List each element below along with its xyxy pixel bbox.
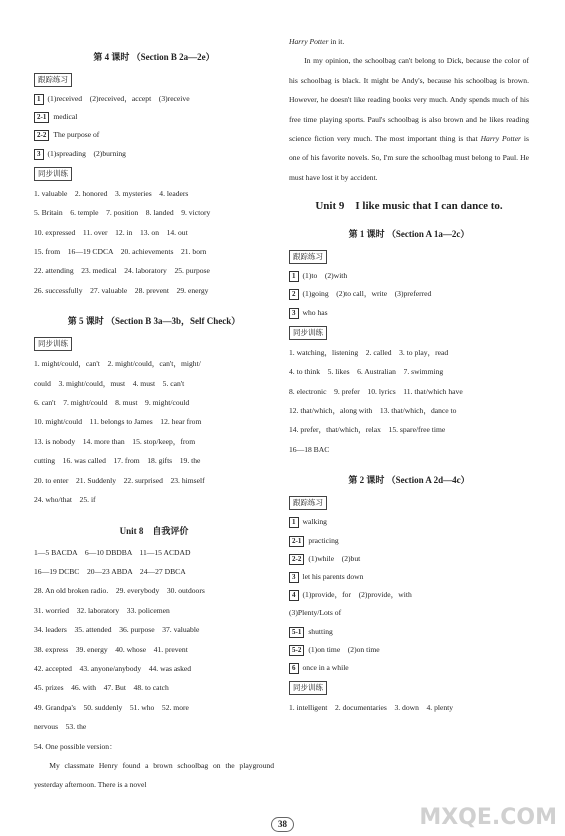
answer-line: 16—19 DCBC 20—23 ABDA 24—27 DBCA <box>34 566 186 576</box>
answer-line: 6. can't 7. might/could 8. must 9. might/could <box>34 398 190 408</box>
unit-9-lesson-1-training-list <box>289 343 529 459</box>
answer-line: 10. might/could 11. belongs to James 12. hear from <box>34 417 202 427</box>
answer-line: could 3. might/could，must 4. must 5. can't <box>34 378 185 388</box>
answer-line: 8. electronic 9. prefer 10. lyrics 11. that/which have <box>289 386 463 396</box>
answer-line: 2-1 practicing <box>289 532 529 550</box>
answer-line: 1—5 BACDA 6—10 DBDBA 11—15 ACDAD <box>34 547 191 557</box>
tracking-practice-tag: 跟踪练习 <box>289 496 327 510</box>
answer-line: 16—18 BAC <box>289 444 330 454</box>
answer-line: 2 (1)going (2)to call，write (3)preferred <box>289 285 529 303</box>
answer-line: 12. that/which，along with 13. that/which，dance to <box>289 406 457 416</box>
answer-line: (3)Plenty/Lots of <box>289 608 342 618</box>
unit-9-lesson-2-title: 第 2 课时 （Section A 2d—4c） <box>348 475 470 486</box>
answer-line: nervous 53. the <box>34 722 87 732</box>
answer-line: 28. An old broken radio. 29. everybody 30. outdoors <box>34 586 205 596</box>
answer-line: 3 who has <box>289 304 529 322</box>
answer-line: 5-1 shutting <box>289 623 529 641</box>
answer-line: 1. intelligent 2. documentaries 3. down 4. plenty <box>289 703 454 713</box>
sync-training-tag: 同步训练 <box>289 681 327 695</box>
answer-line: 22. attending 23. medical 24. laboratory 25. purpose <box>34 266 210 276</box>
answer-line: 54. One possible version： <box>34 741 117 751</box>
answer-line: 34. leaders 35. attended 36. purpose 37. valuable <box>34 625 200 635</box>
answer-line: 26. successfully 27. valuable 28. prevent 29. energy <box>34 285 209 295</box>
answer-line: 20. to enter 21. Suddenly 22. surprised 23. himself <box>34 475 205 485</box>
lesson-5-title: 第 5 课时 （Section B 3a—3b，Self Check） <box>67 316 241 327</box>
watermark: MXQE.COM <box>419 805 557 830</box>
lesson-4-training-list <box>34 184 274 300</box>
answer-line: 14. prefer，that/which，relax 15. spare/free time <box>289 425 446 435</box>
unit-9-lesson-2-training-list <box>289 698 529 717</box>
answer-line: 2-2 (1)while (2)but <box>289 550 529 568</box>
sync-training-tag: 同步训练 <box>289 326 327 340</box>
tracking-practice-tag: 跟踪练习 <box>34 73 72 87</box>
answer-line: 3 (1)spreading (2)burning <box>34 145 274 163</box>
answer-line: 2-2 The purpose of <box>34 126 274 144</box>
answer-line: 13. is nobody 14. more than 15. stop/keep，from <box>34 436 196 446</box>
answer-line: 4. to think 5. likes 6. Australian 7. swimming <box>289 367 444 377</box>
answer-line: 5-2 (1)on time (2)on time <box>289 641 529 659</box>
unit-9-title: Unit 9 I like music that I can dance to. <box>315 200 503 213</box>
answer-line: 42. accepted 43. anyone/anybody 44. was asked <box>34 663 192 673</box>
answer-line: 4 (1)provide，for (2)provide，with <box>289 586 529 604</box>
lesson-5-training-list <box>34 354 274 509</box>
page-number: 38 <box>0 814 565 832</box>
tracking-practice-tag: 跟踪练习 <box>289 250 327 264</box>
answer-line: 15. from 16—19 CDCA 20. achievements 21. born <box>34 247 207 257</box>
answer-line: 10. expressed 11. over 12. in 13. on 14. out <box>34 227 188 237</box>
right-column <box>289 32 529 718</box>
answer-line: 45. prizes 46. with 47. But 48. to catch <box>34 683 169 693</box>
answer-line: 5. Britain 6. temple 7. position 8. landed 9. victory <box>34 208 211 218</box>
answer-line: 38. express 39. energy 40. whose 41. prevent <box>34 644 188 654</box>
answer-line: 1. valuable 2. honored 3. mysteries 4. leaders <box>34 188 189 198</box>
unit-8-answer-list <box>34 543 274 756</box>
answer-line: cutting 16. was called 17. from 18. gifts 19. the <box>34 456 201 466</box>
essay-paragraph-1: My classmate Henry found a brown schoolbag on the playground yesterday afternoon. There is a novel <box>34 760 274 790</box>
unit-9-lesson-2-tracking-list <box>289 513 529 677</box>
answer-line: 1 (1)to (2)with <box>289 267 529 285</box>
lesson-4-title: 第 4 课时 （Section B 2a—2e） <box>93 52 215 62</box>
answer-line: 3 let his parents down <box>289 568 529 586</box>
lesson-4-tracking-list <box>34 90 274 163</box>
unit-8-self-assessment-title: Unit 8 自我评价 <box>119 525 189 536</box>
answer-line: 6 once in a while <box>289 659 529 677</box>
unit-9-lesson-1-title: 第 1 课时 （Section A 1a—2c） <box>348 229 470 240</box>
answer-line: 2-1 medical <box>34 108 274 126</box>
answer-line: 49. Grandpa's 50. suddenly 51. who 52. more <box>34 702 189 712</box>
essay-continuation: Harry Potter in it. <box>289 37 345 46</box>
answer-line: 1 walking <box>289 513 529 531</box>
answer-line: 31. worried 32. laboratory 33. policemen <box>34 605 170 615</box>
sync-training-tag: 同步训练 <box>34 167 72 181</box>
left-column <box>34 36 274 795</box>
essay-paragraph-2: In my opinion, the schoolbag can't belong to Dick, because the color of his schoolbag is black. It might be Andy's, because his schoolbag is brown. However, he doesn't like reading books very much. Andy spends much of his free time playing sports. Paul's schoolbag is also brown and he likes reading science fiction very much. The most important thing is that Harry Potter is one of his favorite novels. So, I'm sure the schoolbag must belong to Paul. He must have lost it by accident. <box>289 56 529 182</box>
unit-9-lesson-1-tracking-list <box>289 267 529 322</box>
answer-line: 1. watching，listening 2. called 3. to play，read <box>289 347 449 357</box>
sync-training-tag: 同步训练 <box>34 337 72 351</box>
answer-line: 1 (1)received (2)received，accept (3)receive <box>34 90 274 108</box>
answer-line: 24. who/that 25. if <box>34 495 96 505</box>
answer-line: 1. might/could，can't 2. might/could，can't，might/ <box>34 359 201 369</box>
